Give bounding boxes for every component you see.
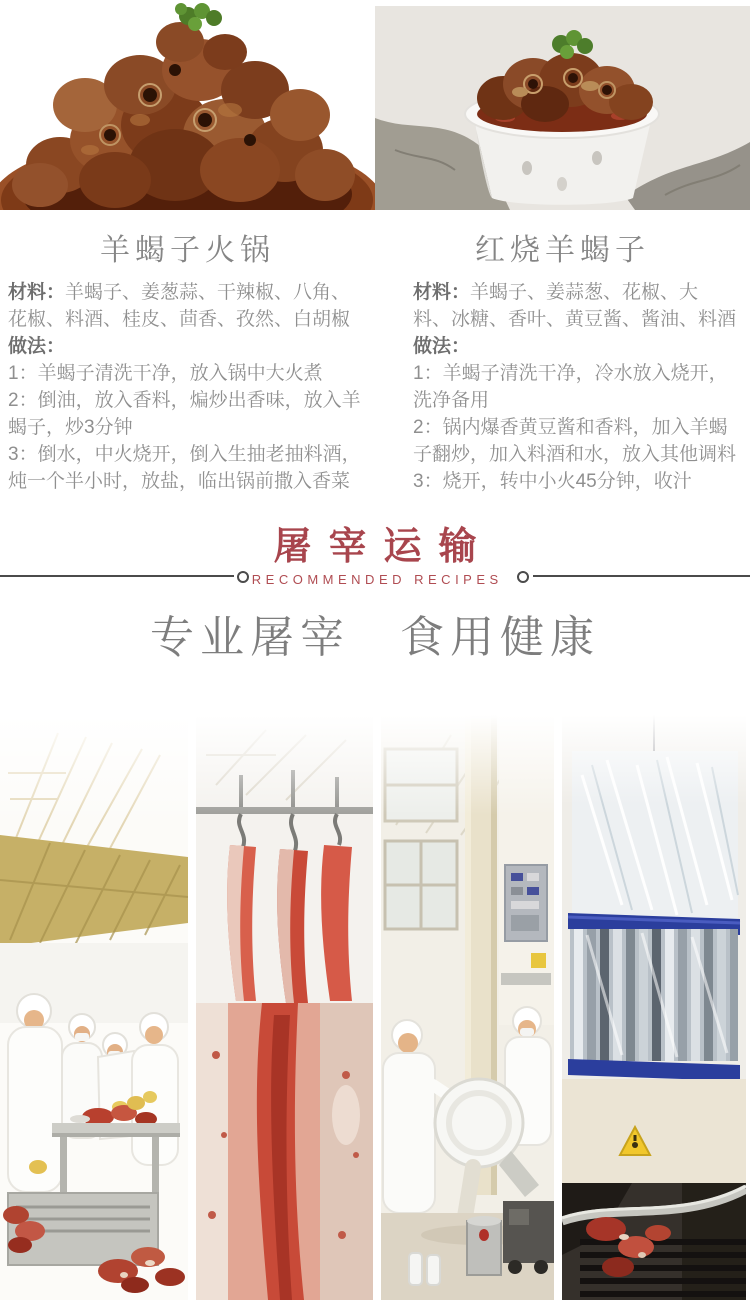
- recipe-column-braised: [375, 0, 750, 511]
- recipe-column-hotpot: [0, 0, 375, 511]
- recipe-step: 2：倒油，放入香料，煸炒出香味，放入羊蝎子，炒3分钟: [8, 390, 361, 438]
- lamb-spine-platter-photo: [0, 0, 375, 210]
- dish-photo-illustration: [375, 0, 750, 210]
- recipe-step: 1：羊蝎子清洗干净，放入锅中大火煮: [8, 363, 323, 384]
- ingredients-value: 羊蝎子、姜葱蒜、干辣椒、八角、花椒、料酒、桂皮、茴香、孜然、白胡椒: [8, 282, 351, 330]
- recipe-text: [375, 279, 750, 495]
- recipe-section: [0, 0, 750, 511]
- ingredients-value: 羊蝎子、姜蒜葱、花椒、大料、冰糖、香叶、黄豆酱、酱油、料酒: [413, 282, 737, 330]
- recipe-title: 红烧羊蝎子: [475, 234, 650, 267]
- divider-circle-right: [517, 571, 529, 583]
- recipe-step: 1：羊蝎子清洗干净，冷水放入烧开，洗净备用: [413, 363, 728, 411]
- ingredients-line: [413, 279, 736, 333]
- lamb-spine-bowl-photo: [375, 0, 750, 210]
- recipe-title: 羊蝎子火锅: [100, 234, 275, 267]
- factory-photo-cold-storage: [562, 715, 746, 1300]
- steps-label: 做法：: [8, 336, 66, 357]
- recipe-step: 3：烧开，转中小火45分钟，收汁: [413, 471, 692, 492]
- section-divider: [0, 511, 750, 601]
- steps-label: 做法：: [413, 336, 471, 357]
- recipe-step: 3：倒水，中火烧开，倒入生抽老抽料酒，炖一个半小时，放盐，临出锅前撒入香菜: [8, 444, 361, 492]
- dish-photo-illustration: [0, 0, 375, 210]
- ingredients-label: 材料：: [413, 282, 471, 303]
- factory-photo-workers: [0, 715, 188, 1300]
- recipe-step: 2：锅内爆香黄豆酱和香料，加入羊蝎子翻炒，加入料酒和水，放入其他调料: [413, 417, 737, 465]
- slogan: 专业屠宰 食用健康: [150, 613, 600, 662]
- ingredients-line: [8, 279, 363, 333]
- recipe-text: [0, 279, 375, 495]
- factory-photo-machine-room: [381, 715, 554, 1300]
- divider-title: 屠宰运输: [273, 526, 494, 568]
- ingredients-label: 材料：: [8, 282, 66, 303]
- divider-line-right: [533, 575, 750, 577]
- factory-photo-strip: [0, 715, 750, 1300]
- divider-subtitle: RECOMMENDED RECIPES: [251, 572, 503, 587]
- factory-photo-carcasses: [196, 715, 373, 1300]
